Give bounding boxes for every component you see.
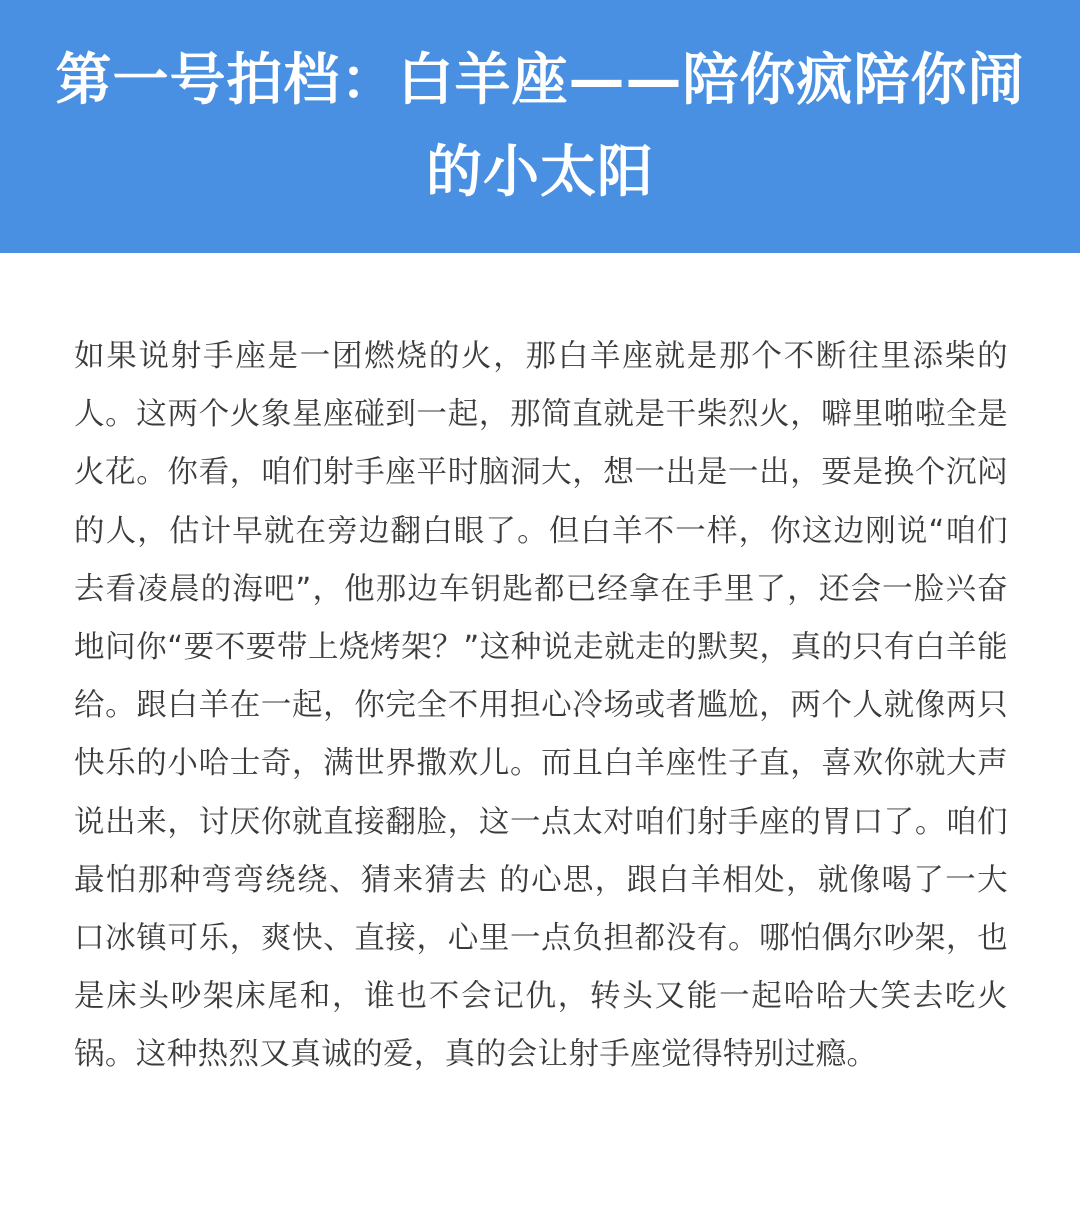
article-body: 如果说射手座是一团燃烧的火，那白羊座就是那个不断往里添柴的人。这两个火象星座碰到一起，那简直就是干柴烈火，噼里啪啦全是火花。你看，咱们射手座平时脑洞大，想一出是一出，要是换个沉闷的人，估计早就在旁边翻白眼了。但白羊不一样，你这边刚说“咱们去看凌晨的海吧”，他那边车钥匙都已经拿在手里了，还会一脸兴奋地问你“要不要带上烧烤架？”这种说走就走的默契，真的只有白羊能给。跟白羊在一起，你完全不用担心冷场或者尴尬，两个人就像两只快乐的小哈士奇，满世界撒欢儿。而且白羊座性子直，喜欢你就大声说出来，讨厌你就直接翻脸，这一点太对咱们射手座的胃口了。咱们最怕那种弯弯绕绕、猜来猜去 的心思，跟白羊相处，就像喝了一大口冰镇可乐，爽快、直接，心里一点负担都没有。哪怕偶尔吵架，也是床头吵架床尾和，谁也不会记仇，转头又能一起哈哈大笑去吃火锅。这种热烈又真诚的爱，真的会让射手座觉得特别过瘾。 (74, 339, 1008, 1073)
page-title: 第一号拍档：白羊座——陪你疯陪你闹的小太阳 (55, 47, 1025, 205)
title-banner (0, 0, 1080, 253)
